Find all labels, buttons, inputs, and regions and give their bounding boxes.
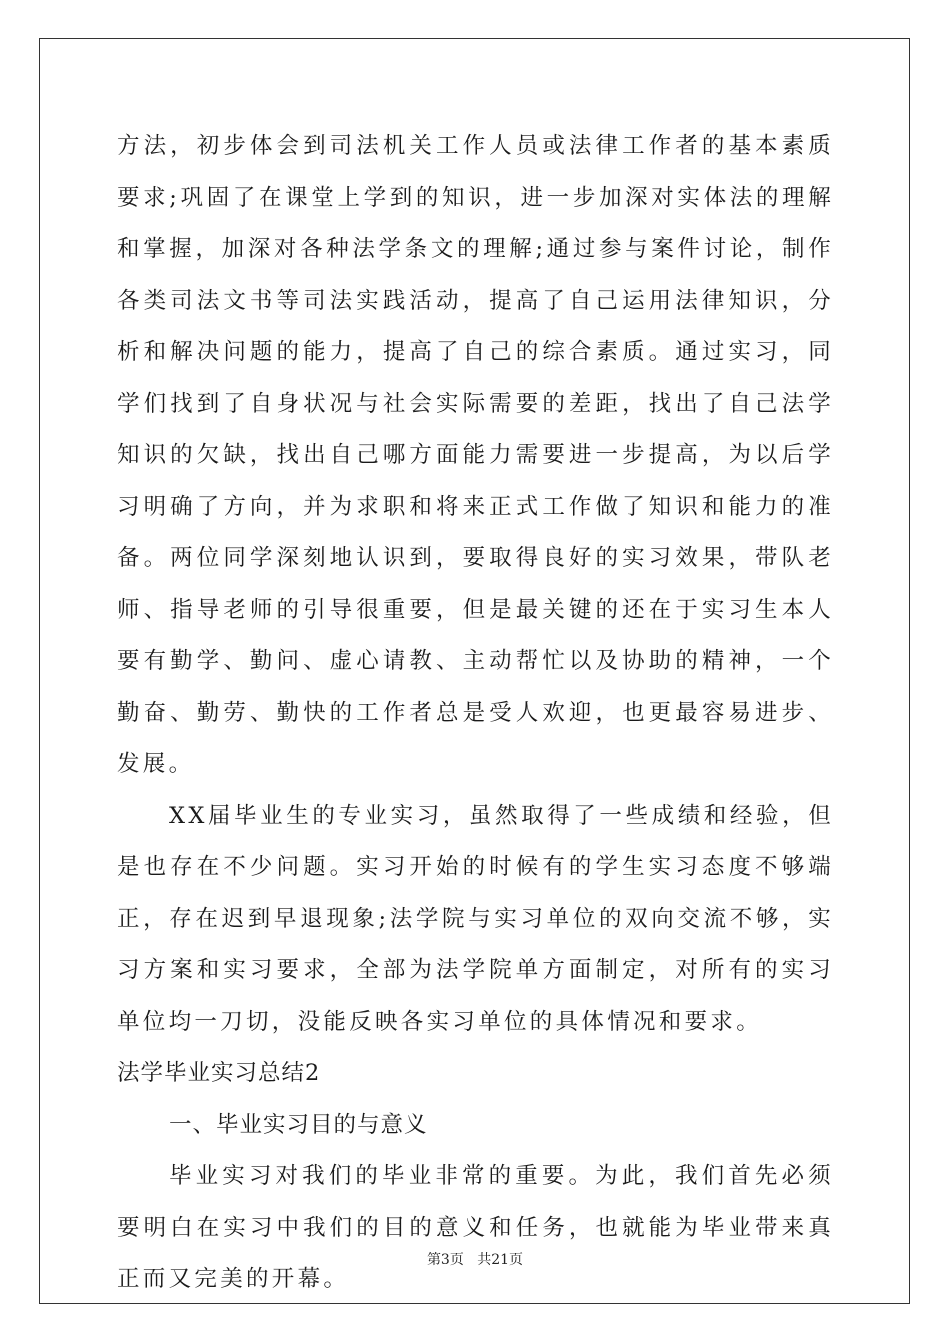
paragraph-1: 方法，初步体会到司法机关工作人员或法律工作者的基本素质要求;巩固了在课堂上学到的知识，进一步加深对实体法的理解和掌握，加深对各种法学条文的理解;通过参与案件讨论，制作各类司法文书等司法实践活动，提高了自己运用法律知识，分析和解决问题的能力，提高了自己的综合素质。通过实习，同学们找到了自身状况与社会实际需要的差距，找出了自己法学知识的欠缺，找出自己哪方面能力需要进一步提高，为以后学习明确了方向，并为求职和将来正式工作做了知识和能力的准备。两位同学深刻地认识到，要取得良好的实习效果，带队老师、指导老师的引导很重要，但是最关键的还在于实习生本人要有勤学、勤问、虚心请教、主动帮忙以及协助的精神，一个勤奋、勤劳、勤快的工作者总是受人欢迎，也更最容易进步、发展。: [117, 133, 834, 777]
page-number: 第3页: [426, 1252, 464, 1268]
paragraph-3: 毕业实习对我们的毕业非常的重要。为此，我们首先必须要明白在实习中我们的目的意义和任务，也就能为毕业带来真正而又完美的开幕。: [117, 1163, 834, 1292]
subsection-title: 一、毕业实习目的与意义: [169, 1111, 428, 1138]
section-title: 法学毕业实习总结2: [117, 1060, 321, 1086]
document-body: [117, 121, 834, 1306]
page-total: 共21页: [477, 1252, 524, 1268]
paragraph-2: XX届毕业生的专业实习，虽然取得了一些成绩和经验，但是也存在不少问题。实习开始的时候有的学生实习态度不够端正，存在迟到早退现象;法学院与实习单位的双向交流不够，实习方案和实习要求，全部为法学院单方面制定，对所有的实习单位均一刀切，没能反映各实习单位的具体情况和要求。: [117, 802, 834, 1035]
page-footer: [0, 1249, 950, 1269]
